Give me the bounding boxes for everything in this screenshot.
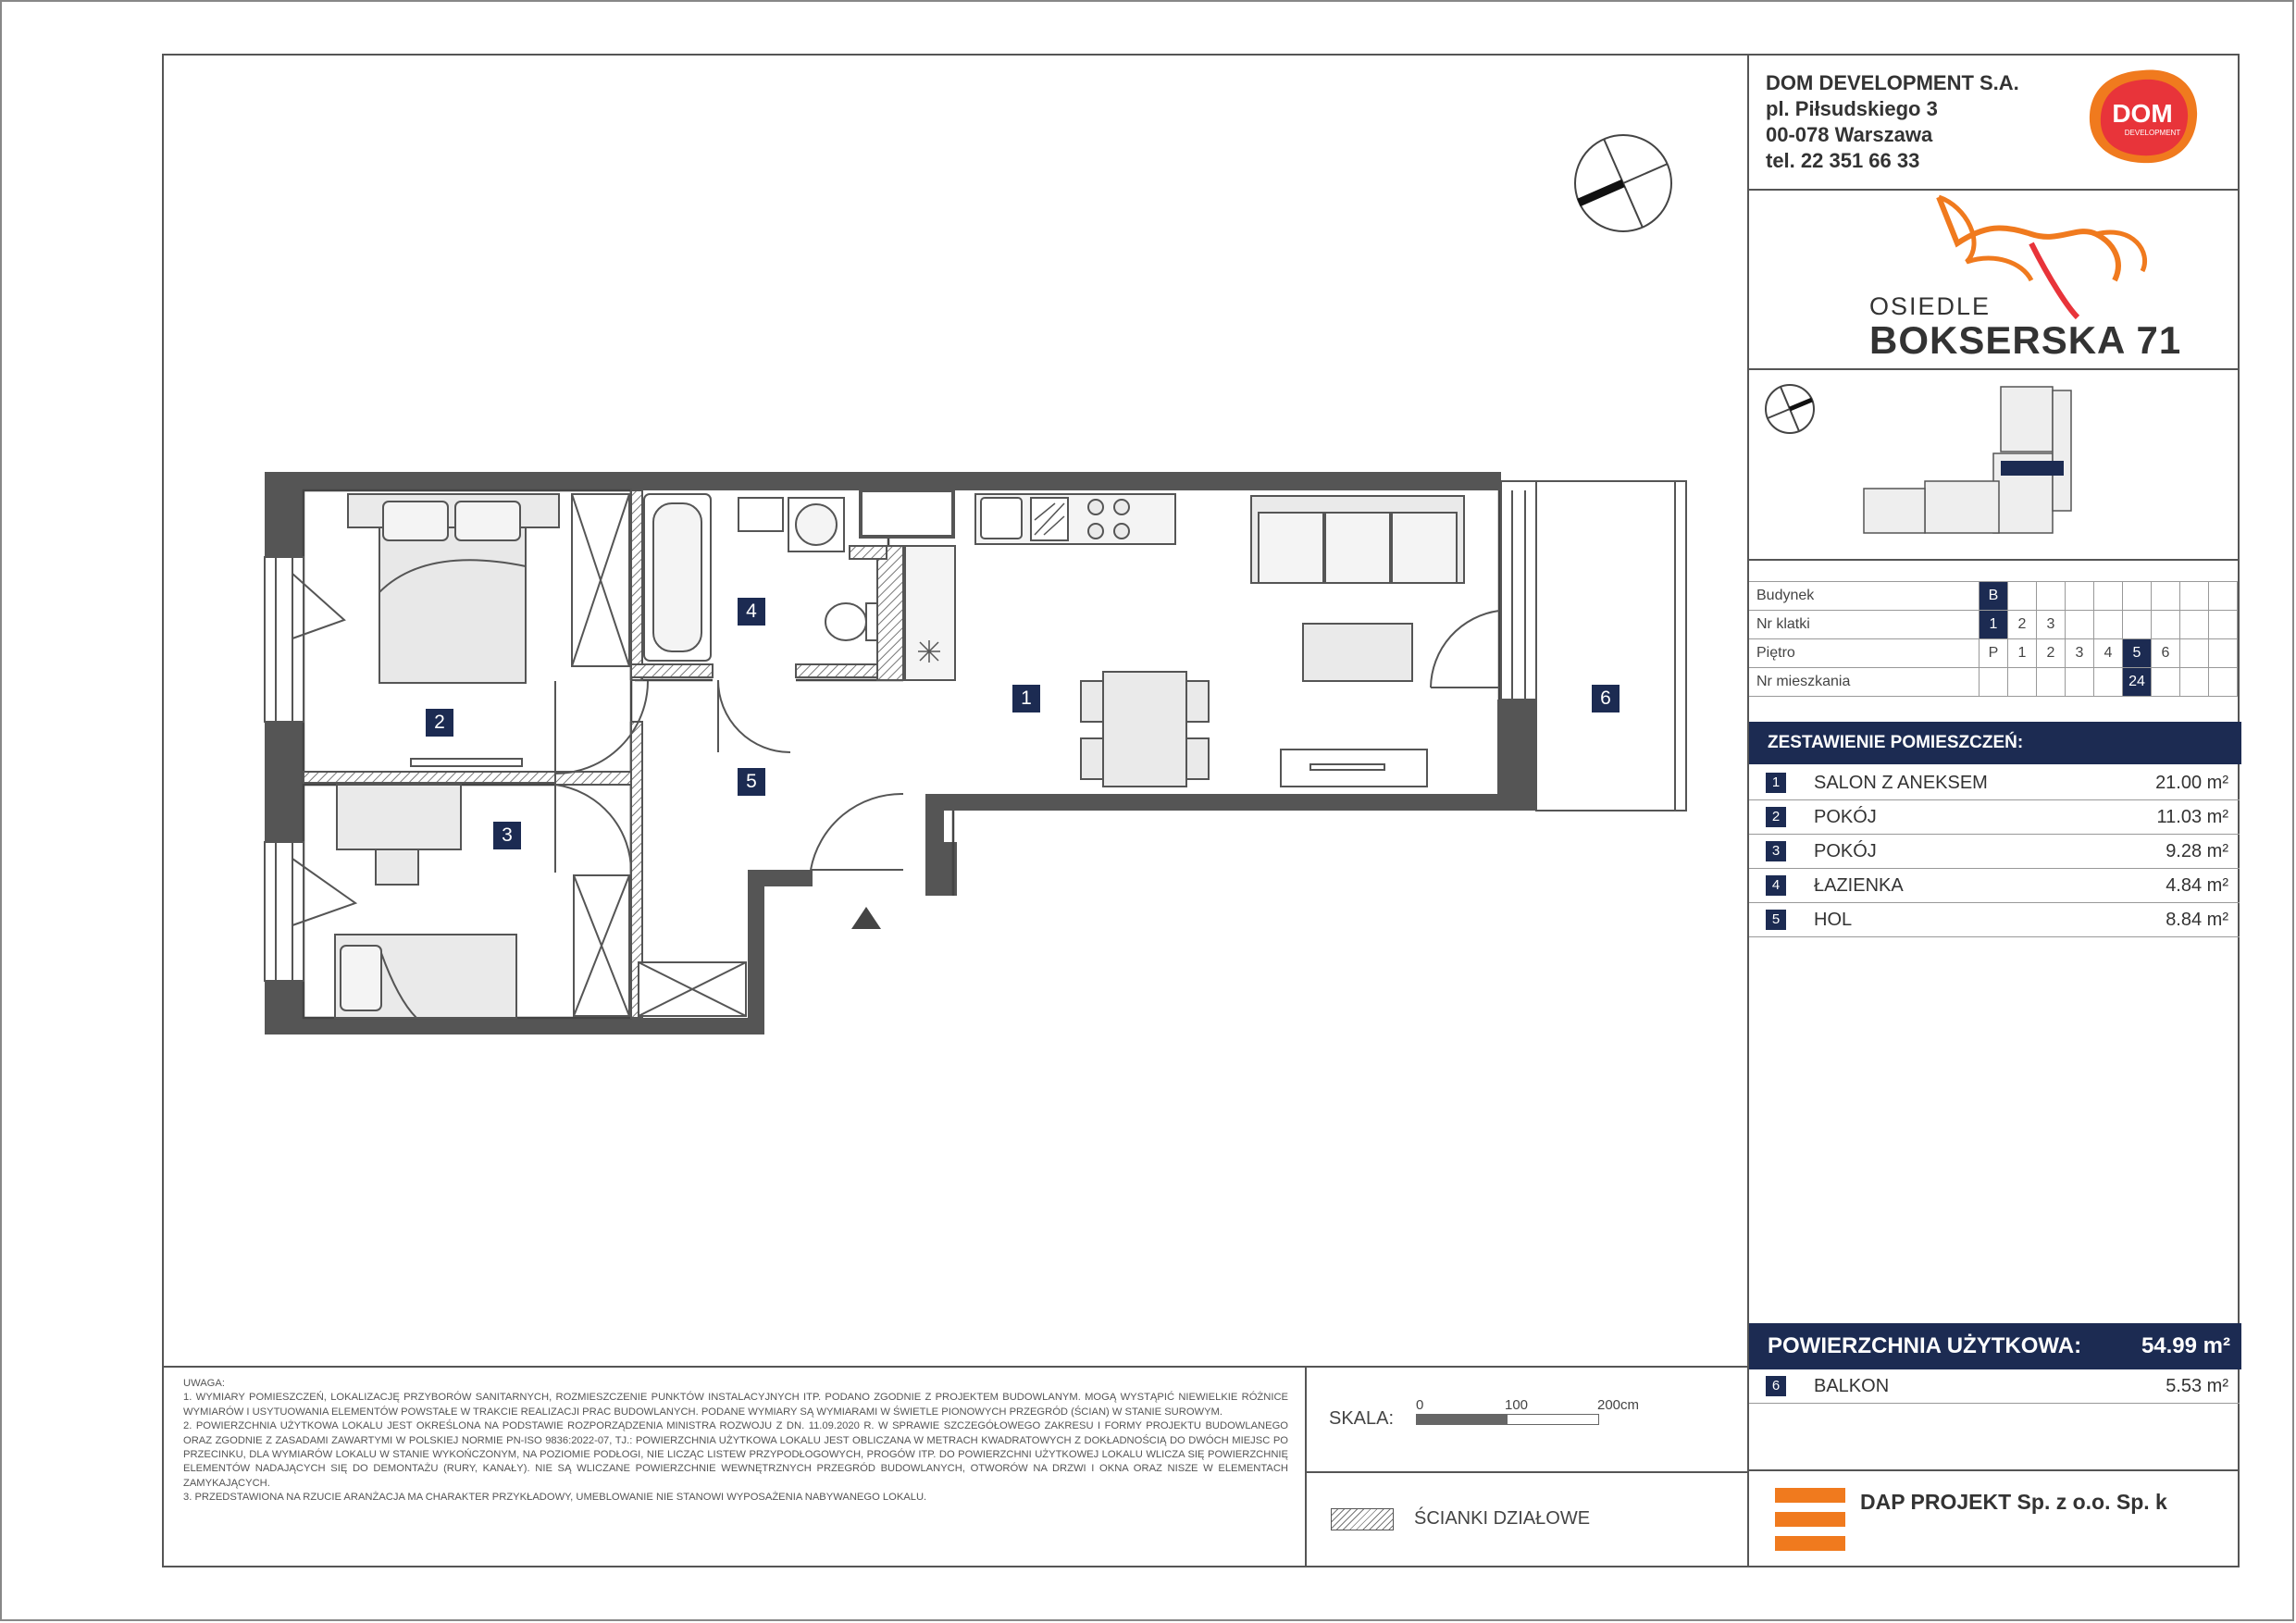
table-cell: 1 <box>2008 639 2037 668</box>
table-cell <box>2066 668 2094 697</box>
table-cell <box>2180 582 2209 611</box>
table-cell <box>2152 582 2180 611</box>
table-cell: 6 <box>2152 639 2180 668</box>
company-street: pl. Piłsudskiego 3 <box>1766 97 1938 120</box>
table-cell: 3 <box>2066 639 2094 668</box>
room-area: 11.03 m² <box>2156 807 2228 827</box>
designer-name: DAP PROJEKT Sp. z o.o. Sp. k <box>1860 1490 2167 1514</box>
table-row <box>1749 611 2238 639</box>
dom-logo-sub: DEVELOPMENT <box>2124 129 2181 137</box>
room-number: 2 <box>1766 807 1786 827</box>
room-name: HOL <box>1814 910 1853 930</box>
table-cell <box>2152 668 2180 697</box>
table-cell: 2 <box>2008 611 2037 639</box>
entrance-marker-icon <box>851 907 881 929</box>
table-cell: B <box>1980 582 2008 611</box>
table-row <box>1749 582 2238 611</box>
table-cell <box>2123 582 2152 611</box>
table-cell <box>2123 611 2152 639</box>
table-cell <box>2094 611 2123 639</box>
total-value: 54.99 m² <box>2141 1333 2230 1358</box>
room-row <box>1749 835 2240 869</box>
notes-block <box>183 1377 1288 1505</box>
room-area: 9.28 m² <box>2166 841 2228 861</box>
rooms-header: ZESTAWIENIE POMIESZCZEŃ: <box>1749 722 2241 764</box>
room-area: 21.00 m² <box>2155 773 2228 793</box>
room-number: 5 <box>1766 910 1786 930</box>
note-item: 3. PRZEDSTAWIONA NA RZUCIE ARANŻACJA MA CHARAKTER PRZYKŁADOWY, UMEBLOWANIE NIE STANOWI WYPOSAŻENIA NABYWANEGO LOKALU. <box>183 1492 927 1504</box>
balcony-row <box>1749 1369 2240 1404</box>
room-row <box>1749 869 2240 903</box>
partition-legend-swatch <box>1331 1508 1394 1530</box>
scale-divider <box>1305 1366 1307 1567</box>
company-phone: tel. 22 351 66 33 <box>1766 149 1920 172</box>
table-cell: 24 <box>2123 668 2152 697</box>
scale-tick-100: 100 <box>1505 1397 1529 1413</box>
row-label: Nr mieszkania <box>1749 668 1980 697</box>
table-cell <box>1980 668 2008 697</box>
table-cell <box>2180 611 2209 639</box>
total-label: POWIERZCHNIA UŻYTKOWA: <box>1768 1333 2082 1358</box>
room-name: POKÓJ <box>1814 841 1877 861</box>
notes-title: UWAGA: <box>183 1378 225 1389</box>
room-number: 3 <box>1766 841 1786 861</box>
table-cell: 2 <box>2037 639 2066 668</box>
table-cell: 3 <box>2037 611 2066 639</box>
room-number: 4 <box>1766 875 1786 896</box>
table-cell: 4 <box>2094 639 2123 668</box>
table-row <box>1749 639 2238 668</box>
note-item: 2. POWIERZCHNIA UŻYTKOWA LOKALU JEST OKREŚLONA NA PODSTAWIE ROZPORZĄDZENIA MINISTRA ROZWOJU Z DN. 11.09.2020 R. W SPRAWIE SZCZEGÓŁOWEGO ZAKRESU I FORMY PROJEKTU BUDOWLANEGO ORAZ ZGODNIE Z ZASADAMI ZAWARTYMI W POLSKIEJ NORMIE PN-ISO 9836:2022-07, TJ.: POWIERZCHNIA UŻYTKOWA LOKALU JEST OBLICZANA W METRACH KWADRATOWYCH Z DOKŁADNOŚCIĄ DO DWÓCH MIEJSC PO PRZECINKU, DLA WYMIARÓW LOKALU W STANIE WYKOŃCZONYM, NA POZIOMIE PODŁOGI, NIE LICZĄC LISTEW PRZYPODŁOGOWYCH, PROGÓW ITP. DO POWIERZCHNI UŻYTKOWEJ LOKALU WLICZA SIĘ POWIERZCHNIĘ ELEMENTÓW NADAJĄCYCH SIĘ DO DEMONTAŻU (RURY, KANAŁY). NIE SĄ WLICZANE POWIERZCHNIE WEWNĘTRZNYCH PRZEGRÓD BUDOWLANYCH, OTWORÓW NA DRZWI I OKNA ORAZ NISZE W ELEMENTACH ZAMYKAJĄCYCH. <box>183 1420 1288 1489</box>
scale-tick-0: 0 <box>1416 1397 1424 1413</box>
small-compass-icon <box>1766 385 1814 433</box>
table-cell: 5 <box>2123 639 2152 668</box>
scale-bar <box>1416 1414 1599 1425</box>
table-cell <box>2209 639 2238 668</box>
row-label: Budynek <box>1749 582 1980 611</box>
table-cell <box>2066 611 2094 639</box>
table-cell <box>2037 668 2066 697</box>
panel-divider <box>1749 559 2240 561</box>
room-row <box>1749 903 2240 937</box>
room-number: 6 <box>1766 1376 1786 1396</box>
plan-label-5: 5 <box>738 768 765 796</box>
table-cell <box>2094 582 2123 611</box>
location-table <box>1749 581 2238 697</box>
scale-label: SKALA: <box>1329 1408 1395 1429</box>
plan-label-1: 1 <box>1012 685 1040 712</box>
table-cell <box>2209 611 2238 639</box>
legend-divider <box>1305 1471 1747 1473</box>
note-item: 1. WYMIARY POMIESZCZEŃ, LOKALIZACJĘ PRZYBORÓW SANITARNYCH, ROZMIESZCZENIE PUNKTÓW INSTALACYJNYCH ITP. PODANO ZGODNIE Z PROJEKTEM BUDOWLANYM. MOGĄ WYSTĄPIĆ NIEWIELKIE RÓŻNICE WYMIARÓW I USYTUOWANIA ELEMENTÓW POWSTAŁE W TRAKCIE REALIZACJI PRAC BUDOWLANYCH. PODANE WYMIARY SĄ WYMIARAMI W ŚWIETLE PIONOWYCH PRZEGRÓD (ŚCIAN) W STANIE SUROWYM. <box>183 1392 1288 1418</box>
panel-divider <box>1749 1469 2240 1471</box>
table-cell <box>2209 582 2238 611</box>
company-info <box>1766 70 2019 174</box>
table-cell <box>2180 639 2209 668</box>
table-cell: P <box>1980 639 2008 668</box>
plan-label-6: 6 <box>1592 685 1620 712</box>
room-row <box>1749 766 2240 800</box>
room-name: SALON Z ANEKSEM <box>1814 773 1988 793</box>
room-row <box>1749 800 2240 835</box>
table-cell <box>2066 582 2094 611</box>
table-cell <box>2209 668 2238 697</box>
company-city: 00-078 Warszawa <box>1766 123 1933 146</box>
company-name: DOM DEVELOPMENT S.A. <box>1766 71 2019 94</box>
table-cell <box>2094 668 2123 697</box>
partition-legend-label: ŚCIANKI DZIAŁOWE <box>1414 1508 1591 1529</box>
plan-label-2: 2 <box>426 709 453 737</box>
notes-divider <box>162 1366 1747 1368</box>
north-arrow-icon <box>1575 135 1671 231</box>
site-key-plan <box>1749 370 2240 555</box>
table-cell: 1 <box>1980 611 2008 639</box>
plan-label-4: 4 <box>738 598 765 626</box>
room-area: 8.84 m² <box>2166 910 2228 930</box>
dom-development-logo <box>2084 67 2201 167</box>
table-row <box>1749 668 2238 697</box>
table-cell <box>2008 668 2037 697</box>
room-name: ŁAZIENKA <box>1814 875 1904 896</box>
table-cell <box>2008 582 2037 611</box>
plan-label-3: 3 <box>493 822 521 849</box>
info-panel <box>1747 54 2240 1567</box>
balcony-outline <box>1536 481 1686 811</box>
room-number: 1 <box>1766 773 1786 793</box>
row-label: Nr klatki <box>1749 611 1980 639</box>
project-line1: OSIEDLE <box>1869 292 1992 320</box>
dap-projekt-logo <box>1775 1486 1845 1555</box>
row-label: Piętro <box>1749 639 1980 668</box>
room-name: BALKON <box>1814 1376 1890 1396</box>
table-cell <box>2152 611 2180 639</box>
scale-tick-200: 200cm <box>1597 1397 1640 1413</box>
project-line2: BOKSERSKA 71 <box>1869 318 2182 362</box>
table-cell <box>2037 582 2066 611</box>
table-cell <box>2180 668 2209 697</box>
total-area-bar <box>1749 1323 2241 1369</box>
room-name: POKÓJ <box>1814 807 1877 827</box>
room-area: 5.53 m² <box>2166 1376 2228 1396</box>
dom-logo-text: DOM <box>2112 99 2173 128</box>
room-area: 4.84 m² <box>2166 875 2228 896</box>
